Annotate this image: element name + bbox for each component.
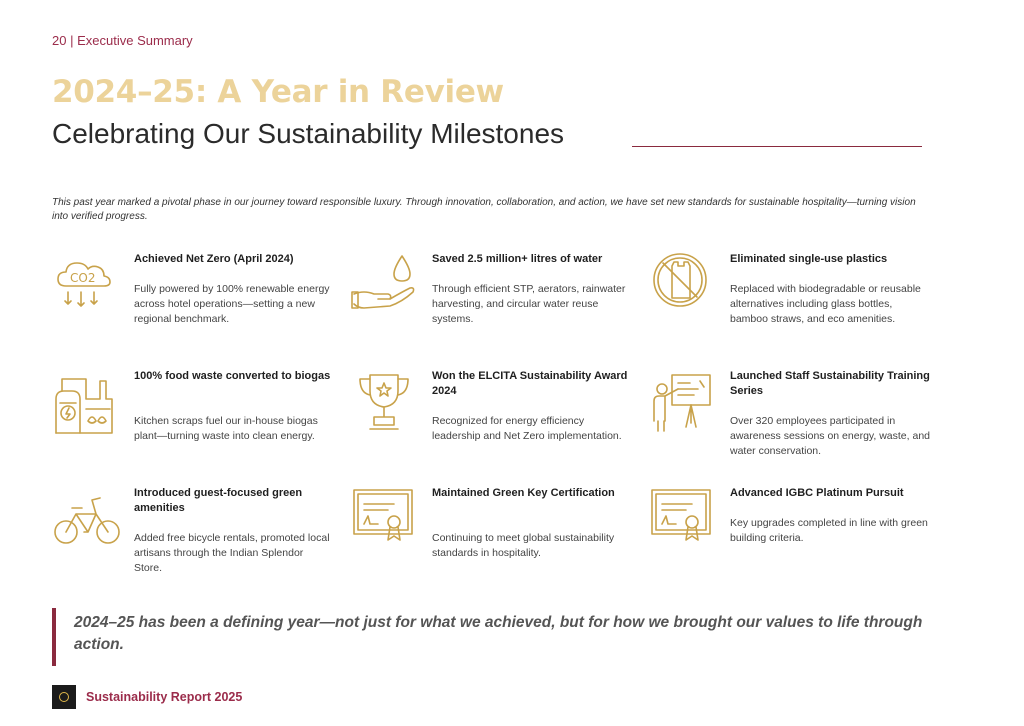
presenter-icon — [648, 369, 718, 439]
milestones-grid — [52, 252, 952, 592]
milestone-body: Over 320 employees participated in awareness sessions on energy, waste, and water conservation. — [730, 415, 931, 457]
milestone-card — [52, 252, 342, 362]
brand-logo — [52, 685, 76, 709]
page-number: 20 — [52, 33, 67, 48]
milestone-title: Achieved Net Zero (April 2024) — [134, 253, 294, 265]
milestone-card — [350, 252, 640, 362]
page-subtitle: Celebrating Our Sustainability Milestones — [52, 118, 565, 149]
section-name: Executive Summary — [77, 33, 193, 48]
quote-accent-bar — [52, 608, 56, 666]
milestone-body: Key upgrades completed in line with green building criteria. — [730, 517, 928, 544]
milestone-card — [648, 486, 938, 596]
milestone-title: Maintained Green Key Certification — [432, 487, 615, 499]
page-title: 2024–25: A Year in Review — [52, 74, 504, 110]
milestone-title: Launched Staff Sustainability Training Series — [730, 370, 930, 397]
milestone-title: Won the ELCITA Sustainability Award 2024 — [432, 370, 628, 397]
page-header — [52, 33, 193, 48]
closing-quote: 2024–25 has been a defining year—not just for what we achieved, but for how we brought our values to life through action. — [74, 614, 923, 653]
milestone-card — [350, 486, 640, 596]
footer-report-name: Sustainability Report 2025 — [86, 690, 243, 704]
co2-cloud-icon — [52, 252, 122, 322]
milestone-card — [648, 369, 938, 479]
subtitle-rule — [632, 146, 922, 147]
water-drop-hand-icon — [350, 252, 420, 322]
milestone-body: Kitchen scraps fuel our in-house biogas plant—turning waste into clean energy. — [134, 415, 318, 442]
milestone-body: Through efficient STP, aerators, rainwater harvesting, and circular water reuse systems. — [432, 283, 626, 325]
milestone-body: Added free bicycle rentals, promoted local artisans through the Indian Splendor Store. — [134, 532, 330, 574]
milestone-card — [52, 486, 342, 596]
milestone-body: Replaced with biodegradable or reusable alternatives including glass bottles, bamboo straws, and eco amenities. — [730, 283, 921, 325]
intro-paragraph: This past year marked a pivotal phase in our journey toward responsible luxury. Through innovation, collaboration, and action, we have set new standards for sustainable hospitality—turning vision into verified progress. — [52, 197, 916, 222]
certificate-icon — [648, 486, 718, 556]
bicycle-icon — [52, 486, 122, 556]
milestone-title: Introduced guest-focused green amenities — [134, 487, 303, 514]
milestone-title: Saved 2.5 million+ litres of water — [432, 253, 603, 265]
no-plastic-icon — [648, 252, 718, 322]
milestone-card — [52, 369, 342, 479]
milestone-card — [350, 369, 640, 479]
certificate-icon — [350, 486, 420, 556]
milestone-body: Fully powered by 100% renewable energy across hotel operations—setting a new regional benchmark. — [134, 283, 330, 325]
trophy-icon — [350, 369, 420, 439]
milestone-body: Recognized for energy efficiency leadership and Net Zero implementation. — [432, 415, 622, 442]
milestone-card — [648, 252, 938, 362]
milestone-title: Eliminated single-use plastics — [730, 253, 888, 265]
svg-text:CO2: CO2 — [70, 271, 96, 285]
milestone-title: Advanced IGBC Platinum Pursuit — [730, 487, 904, 499]
biogas-plant-icon — [52, 369, 122, 439]
header-separator: | — [70, 33, 78, 48]
milestone-body: Continuing to meet global sustainability standards in hospitality. — [432, 532, 615, 559]
milestone-title: 100% food waste converted to biogas — [134, 370, 331, 382]
